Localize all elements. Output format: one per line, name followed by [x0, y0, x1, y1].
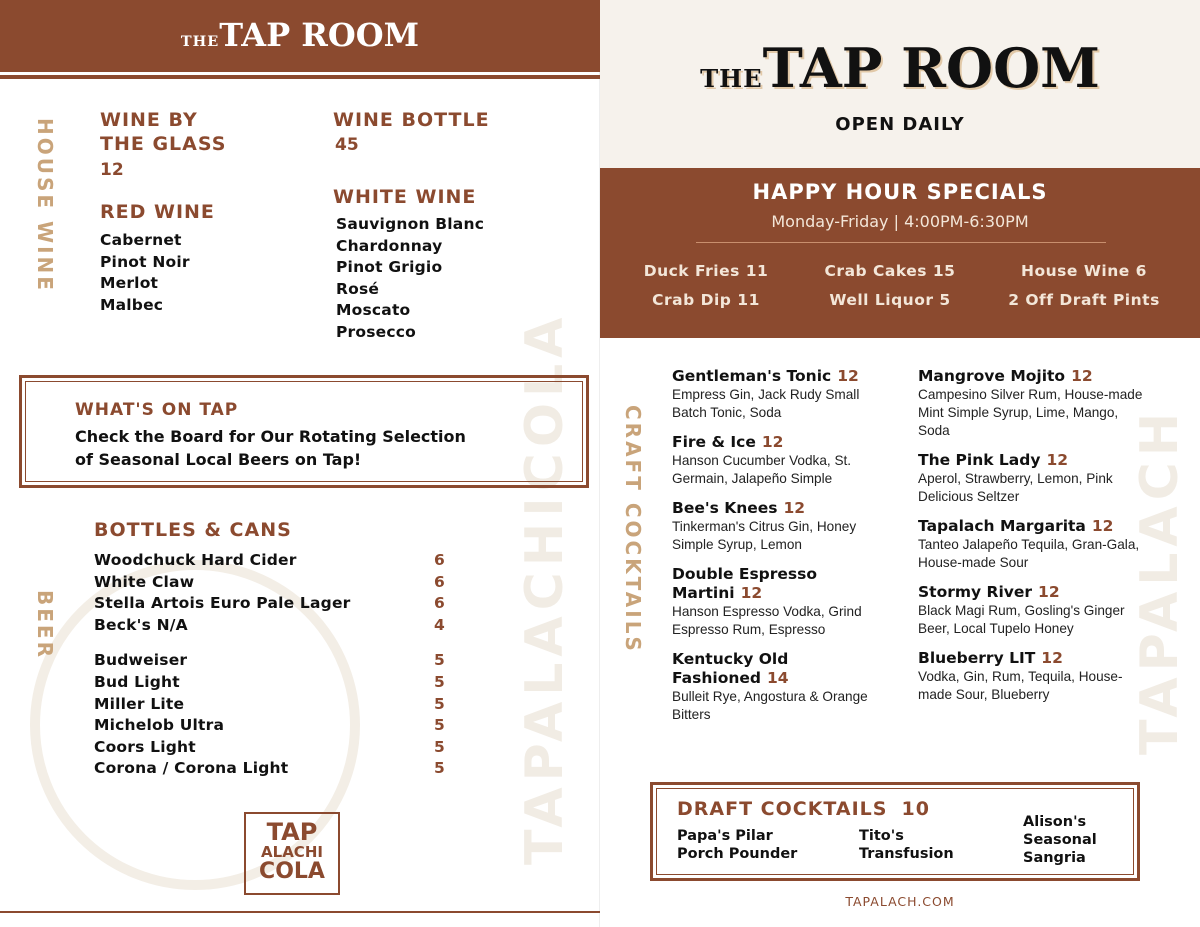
- beer-price: 6: [434, 572, 445, 591]
- beer-row: [94, 694, 454, 716]
- white-wine-title: WHITE WINE: [333, 186, 477, 208]
- cocktail-name: Mangrove Mojito: [918, 367, 1066, 385]
- cocktail-price: 12: [740, 584, 763, 602]
- special-item: Crab Cakes 15: [824, 262, 956, 280]
- beer-row: [94, 715, 454, 737]
- beer-price: 6: [434, 551, 445, 569]
- cocktail-price: 12: [1091, 517, 1114, 535]
- beer-row: [94, 615, 454, 637]
- cocktail-name: The Pink Lady: [918, 451, 1041, 469]
- footer-url[interactable]: TAPALACH.COM: [845, 894, 955, 909]
- beer-price: 5: [434, 672, 445, 691]
- cocktail-item: [672, 565, 897, 639]
- cocktail-name: Tapalach Margarita: [918, 517, 1086, 535]
- beer-price: 5: [434, 737, 445, 756]
- cocktail-desc: Black Magi Rum, Gosling's Ginger Beer, Local Tupelo Honey: [918, 603, 1125, 636]
- cocktail-desc: Aperol, Strawberry, Lemon, Pink Delicious Seltzer: [918, 471, 1113, 504]
- happy-hour-title: HAPPY HOUR SPECIALS: [752, 180, 1048, 204]
- draft-cocktails-box: [650, 782, 1140, 881]
- beer-name: White Claw: [94, 572, 195, 591]
- beer-name: Corona / Corona Light: [94, 759, 289, 778]
- cocktail-item: [672, 367, 897, 422]
- special-item: Well Liquor 5: [829, 291, 951, 309]
- wine-glass-price: 12: [100, 160, 124, 180]
- on-tap-line-1: Check the Board for Our Rotating Selection: [75, 427, 466, 446]
- header-rule: [0, 75, 600, 79]
- cocktail-desc: Bulleit Rye, Angostura & Orange Bitters: [672, 689, 868, 722]
- cocktail-name: Gentleman's Tonic: [672, 367, 832, 385]
- beer-name: Woodchuck Hard Cider: [94, 551, 297, 569]
- special-item: 2 Off Draft Pints: [1008, 291, 1160, 309]
- cocktail-name: Fire & Ice: [672, 433, 756, 451]
- left-logo: THETAP ROOM: [180, 16, 420, 54]
- beer-row: [94, 758, 454, 780]
- house-wine-label: HOUSE WINE: [33, 118, 57, 293]
- beer-price: 4: [434, 615, 445, 634]
- cocktail-item: [918, 649, 1143, 704]
- footer-rule: [0, 911, 600, 913]
- left-watermark: TAPALACHICOLA: [515, 311, 575, 865]
- cocktail-item: [918, 367, 1143, 440]
- cocktail-name: Kentucky Old Fashioned: [672, 650, 789, 687]
- beer-name: Bud Light: [94, 672, 180, 691]
- cocktail-price: 12: [837, 367, 859, 385]
- bottles-title: BOTTLES & CANS: [94, 519, 292, 541]
- cocktail-item: [672, 433, 897, 488]
- special-item: Duck Fries 11: [643, 262, 769, 280]
- special-item: Crab Dip 11: [652, 291, 760, 309]
- beer-row: [94, 572, 454, 594]
- beer-price: 5: [434, 694, 445, 713]
- cocktail-item: [918, 583, 1143, 638]
- cocktail-desc: Tinkerman's Citrus Gin, Honey Simple Syrup, Lemon: [672, 519, 857, 552]
- cocktail-price: 12: [1041, 649, 1063, 667]
- happy-hour-times: Monday-Friday | 4:00PM-6:30PM: [771, 212, 1029, 231]
- cocktail-desc: Hanson Espresso Vodka, Grind Espresso Rum, Espresso: [672, 604, 862, 637]
- right-logo: THETAP ROOM: [700, 36, 1100, 100]
- beer-name: Stella Artois Euro Pale Lager: [94, 594, 351, 613]
- cocktail-desc: Empress Gin, Jack Rudy Small Batch Tonic, Soda: [672, 387, 860, 420]
- right-watermark: TAPALACH: [1130, 406, 1190, 755]
- beer-price: 5: [434, 759, 445, 778]
- beer-label: BEER: [33, 590, 57, 660]
- happy-hour-band: [600, 168, 1200, 338]
- craft-cocktails-label: CRAFT COCKTAILS: [621, 405, 645, 654]
- list-item: Cabernet: [100, 231, 182, 249]
- beer-name: Michelob Ultra: [94, 716, 225, 735]
- red-wine-title: RED WINE: [100, 201, 215, 223]
- cocktail-name: Blueberry LIT: [918, 649, 1036, 667]
- cocktail-desc: Tanteo Jalapeño Tequila, Gran-Gala, House-made Sour: [918, 537, 1140, 570]
- cocktail-item: [672, 650, 897, 724]
- list-item: Sauvignon Blanc: [336, 215, 485, 233]
- beer-price: 5: [434, 651, 445, 670]
- list-item: Malbec: [100, 295, 164, 314]
- draft-item: Alison's Seasonal Sangria: [1023, 814, 1097, 866]
- special-item: House Wine 6: [1021, 262, 1147, 280]
- cocktail-price: 14: [767, 669, 789, 687]
- cocktail-name: Bee's Knees: [672, 499, 778, 517]
- cocktail-price: 12: [1071, 367, 1093, 385]
- list-item: Prosecco: [336, 322, 417, 341]
- draft-item: Papa's Pilar Porch Pounder: [677, 828, 798, 862]
- beer-row: [94, 672, 454, 694]
- cocktail-name: Double Espresso Martini: [672, 565, 818, 602]
- beer-name: Miller Lite: [94, 694, 185, 713]
- cocktail-item: [918, 451, 1143, 506]
- beer-row: [94, 737, 454, 759]
- on-tap-box: [19, 375, 589, 488]
- draft-item: Tito's Transfusion: [859, 828, 954, 862]
- cocktail-desc: Campesino Silver Rum, House-made Mint Simple Syrup, Lime, Mango, Soda: [918, 387, 1143, 438]
- cocktail-price: 12: [761, 433, 784, 451]
- on-tap-title: WHAT'S ON TAP: [75, 400, 239, 420]
- beer-price: 5: [434, 716, 445, 735]
- draft-title: DRAFT COCKTAILS 10: [677, 798, 930, 820]
- wine-bottle-price: 45: [335, 135, 359, 155]
- beer-name: Coors Light: [94, 737, 196, 756]
- cocktail-desc: Hanson Cucumber Vodka, St. Germain, Jalapeño Simple: [672, 453, 852, 486]
- list-item: Moscato: [336, 301, 411, 320]
- beer-name: Budweiser: [94, 651, 188, 670]
- beer-row: [94, 550, 454, 572]
- on-tap-line-2: of Seasonal Local Beers on Tap!: [75, 450, 362, 469]
- cocktail-item: [672, 499, 897, 554]
- beer-row: [94, 650, 454, 672]
- cocktail-price: 12: [1046, 451, 1069, 469]
- tapalachicola-logo: TAP ALACHI COLA: [244, 812, 340, 895]
- wine-glass-title: WINE BY: [100, 109, 198, 131]
- list-item: Merlot: [100, 274, 159, 293]
- beer-name: Beck's N/A: [94, 615, 188, 634]
- cocktail-name: Stormy River: [918, 583, 1033, 601]
- list-item: Chardonnay: [336, 236, 443, 255]
- wine-bottle-title: WINE BOTTLE: [333, 109, 490, 131]
- right-page: [600, 0, 1200, 927]
- open-daily: OPEN DAILY: [835, 114, 965, 135]
- cocktail-item: [918, 517, 1143, 572]
- beer-row: [94, 593, 454, 615]
- list-item: Pinot Noir: [100, 252, 190, 271]
- cocktail-price: 12: [783, 499, 806, 517]
- beer-price: 6: [434, 594, 445, 613]
- list-item: Rosé: [336, 279, 380, 298]
- cocktail-price: 12: [1038, 583, 1060, 601]
- list-item: Pinot Grigio: [336, 258, 443, 277]
- cocktail-desc: Vodka, Gin, Rum, Tequila, House-made Sour, Blueberry: [918, 669, 1123, 702]
- wine-glass-title-2: THE GLASS: [100, 133, 227, 155]
